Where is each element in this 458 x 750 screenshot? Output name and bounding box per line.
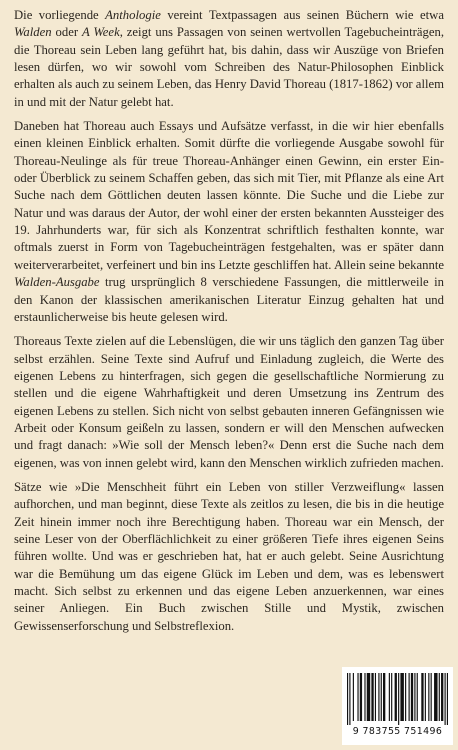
barcode-bar [439, 673, 440, 721]
text-run: vereint Textpassagen aus seinen Büchern wie etwa [160, 8, 444, 22]
barcode-bar [398, 673, 399, 725]
barcode-bar [378, 673, 379, 721]
barcode-bar [347, 673, 348, 725]
text-run: Sätze wie »Die Menschheit führt ein Leben von stiller Verzweiflung« lassen aufhorchen, und man beginnt, diese Texte als zeitlos zu lesen, die bis in die heutige Zeit hinein immer noch ihre Berechtigung haben. Thoreau war ein Mensch, der seine Leser von der Oberflächlichkeit zu einer größeren Tiefe ihres eigenen Seins führen wollte. Und was er geschrieben hat, hat er auch gelebt. Seine Ausrichtung war die Bemühung um das eigene Glück im Leben und dem, was es lebenswert macht. Sich selbst zu erkennen und das eigene Leben anzuerkennen, war eines seiner Anliegen. Ein Buch zwischen Stille und Mystik, zwischen Gewissenserforschung und Selbstreflexion. [14, 479, 444, 633]
barcode-bar [360, 673, 362, 721]
barcode-bar [371, 673, 373, 721]
barcode-bar [434, 673, 437, 721]
barcode-bar [349, 673, 350, 725]
text-run: Die vorliegende [14, 8, 106, 22]
paragraph-3 [14, 333, 444, 472]
barcode-bar [353, 673, 354, 721]
barcode-bar [400, 673, 403, 721]
barcode-bar [383, 673, 385, 721]
isbn-number: 9 783755 751496 [352, 726, 443, 737]
italic-title: Anthologie [105, 8, 161, 22]
barcode-bar [367, 673, 370, 721]
barcode-bar [428, 673, 429, 721]
barcode-bar [425, 673, 426, 721]
barcode-bar [391, 673, 392, 721]
barcode-bar [421, 673, 423, 721]
barcode-bar [447, 673, 448, 725]
barcode-bar [375, 673, 376, 721]
text-run: Daneben hat Thoreau auch Essays und Aufsätze verfasst, in die wir hier ebenfalls einen kleinen Einblick erhalten. Somit dürfte die vorliegende Ausgabe sowohl für Thoreau-Neulinge als für treue Thoreau-Anhänger einen Gewinn, ein erster Ein- oder Überblick zu seinem Schaffen geben, das sich mit Tier, mit Pflanze als eine Art Suche nach dem Göttlichen deuten lassen könnte. Die Suche und die Liebe zur Natur und was daraus der Autor, der wohl einer der ersten bekannten Aussteiger des 19. Jahrhunderts war, für sich als Konzentrat schriftlich festhalten konnte, war oftmals zuerst in Form von Tagebucheinträgen festgehalten, was er später dann weiterverarbeitet, verfeinert und bin ins Letzte geschliffen hat. Allein seine bekannte [14, 119, 444, 272]
barcode-bar [405, 673, 406, 721]
barcode-bar [417, 673, 418, 721]
text-run: , zeigt uns Passagen von seinen wertvollen Tagebucheinträgen, die Thoreau sein Leben lang geführt hat, bis dahin, dass wir Auszüge von Briefen lesen dürfen, wo wir sowohl vom Schreiben des Natur-Philosophen Einblick erhalten als auch zu seinem Leben, das Henry David Thoreau (1817-1862) vor allem in und mit der Natur gelebt hat. [14, 25, 444, 109]
barcode-bar [409, 673, 410, 721]
italic-title: Walden-Ausgabe [14, 275, 100, 290]
barcode-bar [389, 673, 390, 721]
barcode-bar [414, 673, 415, 721]
barcode-bar [381, 673, 382, 721]
barcode-bar [445, 673, 446, 725]
paragraph-1 [14, 7, 444, 111]
barcode-bar [364, 673, 365, 721]
barcode-bar [395, 673, 397, 721]
barcode-bars [347, 673, 448, 725]
paragraph-2 [14, 118, 444, 326]
paragraph-4 [14, 479, 444, 635]
text-run: trug ursprünglich 8 verschiedene Fassungen, die mittlerweile in den Kanon der klassischen amerikanischen Literatur Einzug gehalten hat und erstaunlicherweise bis heute gelesen wird. [14, 275, 444, 324]
text-run: Thoreaus Texte zielen auf die Lebenslügen, die wir uns täglich den ganzen Tag über selbst erzählen. Seine Texte sind Aufruf und Einladung zugleich, die Werte des eigenen Lebens zu hinterfragen, sich gegen die gesellschaftliche Normierung zu stellen und die eigene Wahrhaftigkeit und deren Umsetzung ins Zentrum des eigenen Lebens zu stellen. Sich nicht von selbst gebauten inneren Gefängnissen wie Arbeit oder Konsum geißeln zu lassen, sondern er will den Menschen aufwecken und fragt danach: »Wie soll der Mensch leben?« Denn erst die Suche nach dem eigenen, was von innen gelebt wird, kann den Menschen wirklich zufrieden machen. [14, 334, 444, 470]
barcode-bar [441, 673, 443, 721]
barcode-bar [357, 673, 358, 721]
text-run: oder [51, 25, 82, 40]
italic-title: Walden [14, 25, 52, 40]
italic-title: A Week [81, 25, 120, 40]
isbn-barcode [342, 667, 453, 745]
barcode-bar [411, 673, 413, 721]
barcode-bar [431, 673, 432, 721]
